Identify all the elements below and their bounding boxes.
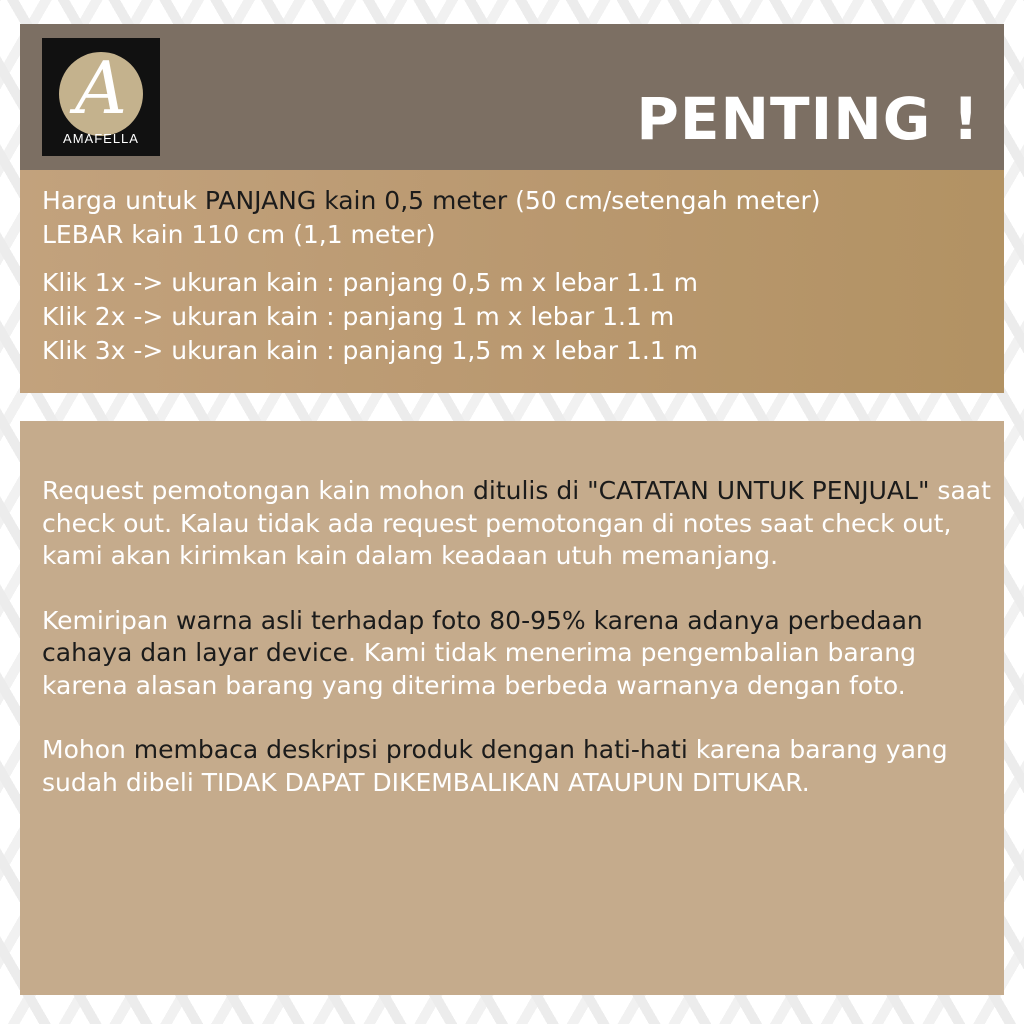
color-accuracy-highlight: warna asli terhadap foto 80-95% karena adanya perbedaan cahaya dan layar device (42, 605, 923, 667)
click-rule-1: Klik 1x -> ukuran kain : panjang 0,5 m x lebar 1.1 m (42, 268, 699, 297)
color-accuracy-note: Kemiripan warna asli terhadap foto 80-95% karena adanya perbedaan cahaya dan layar device. Kami tidak menerima pengembalian barang karena alasan barang yang diterima berbeda warnanya dengan foto. (42, 605, 923, 700)
click-rule-2: Klik 2x -> ukuran kain : panjang 1 m x lebar 1.1 m (42, 302, 675, 331)
cutting-request-highlight: ditulis di "CATATAN UNTUK PENJUAL" (473, 476, 930, 505)
pricing-panel (20, 170, 1004, 393)
return-policy-highlight: membaca deskripsi produk dengan hati-hati (133, 735, 688, 764)
pricing-text (42, 184, 992, 368)
price-length-highlight: PANJANG kain 0,5 meter (204, 186, 508, 215)
notes-panel (20, 421, 1004, 995)
return-policy-note: Mohon membaca deskripsi produk dengan hati-hati karena barang yang sudah dibeli TIDAK DAPAT DIKEMBALIKAN ATAUPUN DITUKAR. (42, 735, 948, 797)
logo-name: AMAFELLA (63, 131, 139, 146)
header-banner (20, 24, 1004, 170)
click-rule-3: Klik 3x -> ukuran kain : panjang 1,5 m x lebar 1.1 m (42, 336, 699, 365)
notes-text (42, 475, 992, 831)
amafella-logo (42, 38, 160, 156)
logo-letter: A (75, 46, 127, 130)
page-title: PENTING ! (636, 85, 980, 153)
price-length-line: Harga untuk PANJANG kain 0,5 meter (50 cm/setengah meter) (42, 186, 821, 215)
fabric-width-line: LEBAR kain 110 cm (1,1 meter) (42, 220, 436, 249)
cutting-request-note: Request pemotongan kain mohon ditulis di "CATATAN UNTUK PENJUAL" saat check out. Kalau tidak ada request pemotongan di notes saat check out, kami akan kirimkan kain dalam keadaan utuh memanjang. (42, 476, 991, 570)
